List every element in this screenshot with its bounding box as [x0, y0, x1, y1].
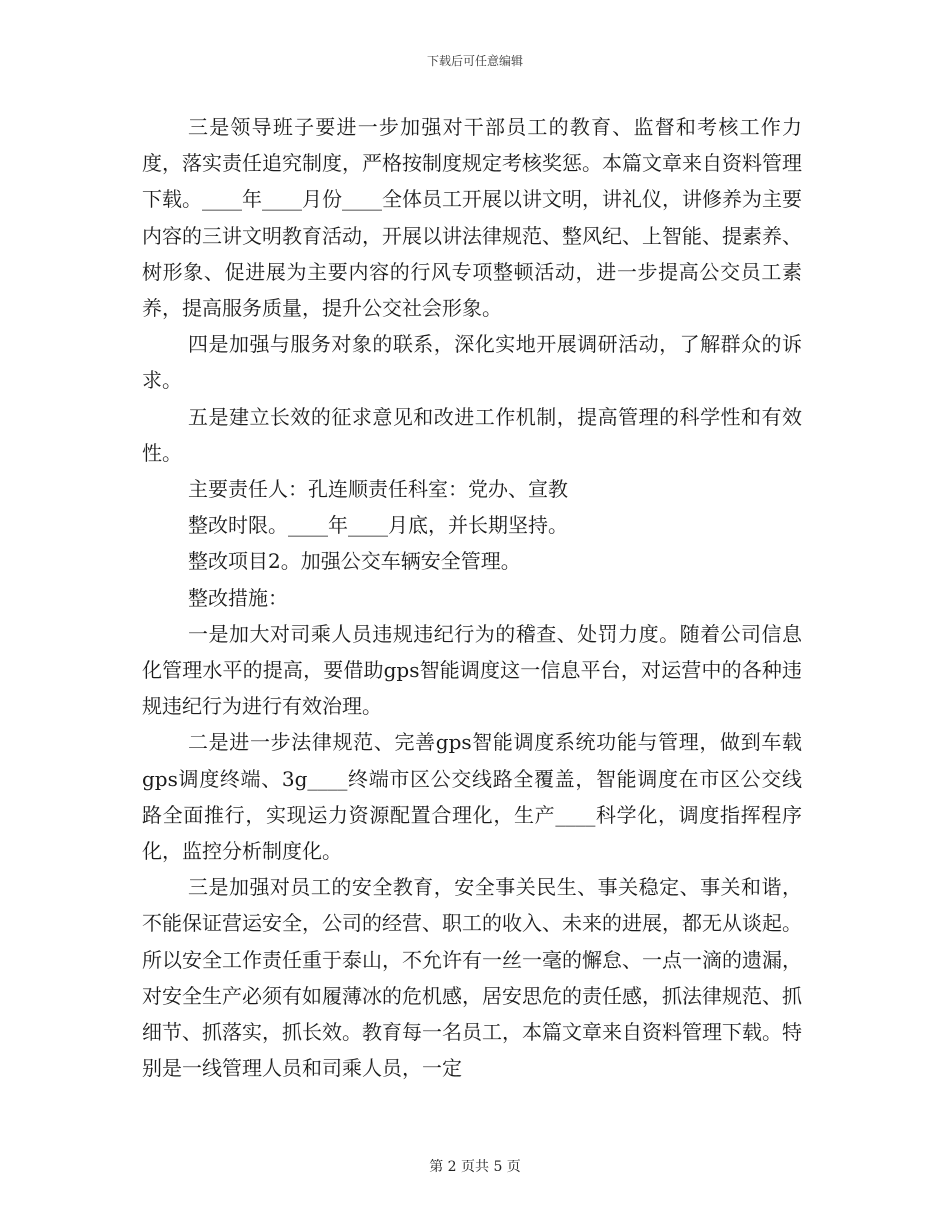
page-footer: 第 2 页共 5 页 [429, 1159, 521, 1175]
paragraph-leadership-supervision: 三是领导班子要进一步加强对干部员工的教育、监督和考核工作力度，落实责任追究制度，严格按制度规定考核奖惩。本篇文章来自资料管理下载。____年____月份____全体员工开展以讲文明，讲礼仪，讲修养为主要内容的三讲文明教育活动，开展以讲法律规范、整风纪、上智能、提素养、树形象、促进展为主要内容的行风专项整顿活动，进一步提高公交员工素养，提高服务质量，提升公交社会形象。 [142, 115, 802, 321]
paragraph-deadline: 整改时限。____年____月底，并长期坚持。 [188, 513, 568, 538]
paragraph-measure-1: 一是加大对司乘人员违规违纪行为的稽查、处罚力度。随着公司信息化管理水平的提高，要借助gps智能调度这一信息平台，对运营中的各种违规违纪行为进行有效治理。 [142, 621, 802, 719]
paragraph-responsible-person: 主要责任人：孔连顺责任科室：党办、宣教 [188, 477, 568, 502]
paragraph-measure-3: 三是加强对员工的安全教育，安全事关民生、事关稳定、事关和谐，不能保证营运安全，公司的经营、职工的收入、未来的进展，都无从谈起。所以安全工作责任重于泰山，不允许有一丝一毫的懈怠、一点一滴的遗漏，对安全生产必须有如履薄冰的危机感，居安思危的责任感，抓法律规范、抓细节、抓落实，抓长效。教育每一名员工，本篇文章来自资料管理下载。特别是一线管理人员和司乘人员，一定 [142, 875, 802, 1081]
paragraph-measures-heading: 整改措施： [188, 585, 288, 610]
paragraph-measure-2: 二是进一步法律规范、完善gps智能调度系统功能与管理，做到车载gps调度终端、3g____终端市区公交线路全覆盖，智能调度在市区公交线路全面推行，实现运力资源配置合理化，生产____科学化，调度指挥程序化，监控分析制度化。 [142, 730, 802, 864]
paragraph-project-2-title: 整改项目2。加强公交车辆安全管理。 [188, 549, 521, 574]
document-body [142, 109, 802, 1086]
paragraph-service-contact: 四是加强与服务对象的联系，深化实地开展调研活动，了解群众的诉求。 [142, 332, 802, 393]
paragraph-long-term-mechanism: 五是建立长效的征求意见和改进工作机制，提高管理的科学性和有效性。 [142, 404, 802, 465]
page-header: 下载后可任意编辑 [426, 54, 523, 68]
